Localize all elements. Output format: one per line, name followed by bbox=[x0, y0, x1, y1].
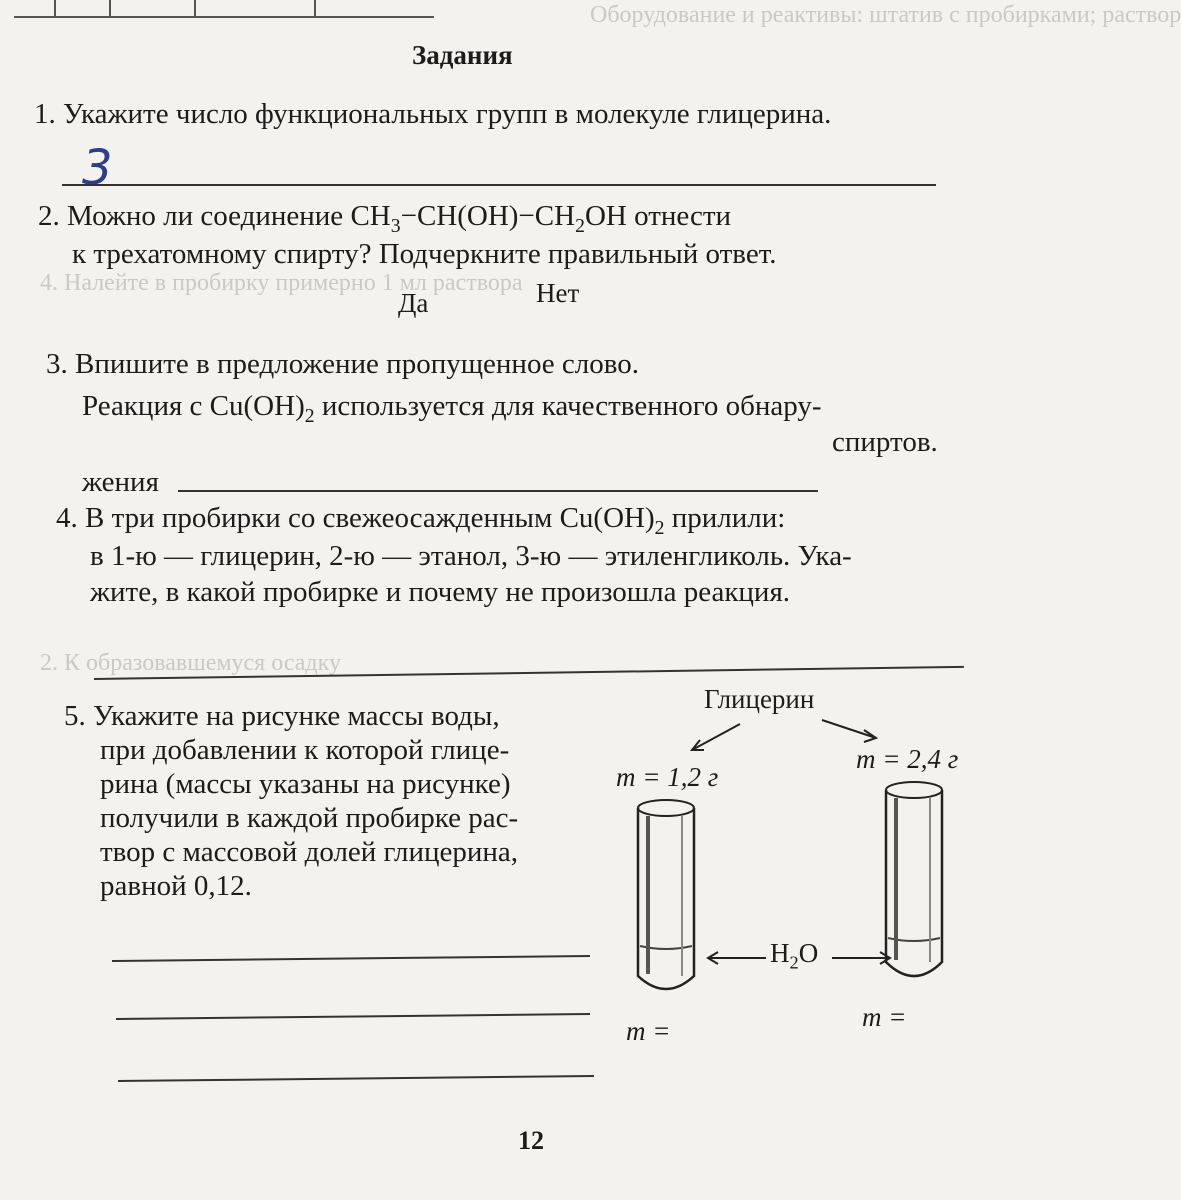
formula-subscript: 3 bbox=[390, 214, 401, 237]
water-o: O bbox=[798, 938, 819, 968]
question-5-line: получили в каждой пробирке рас- bbox=[100, 802, 519, 834]
formula-subscript: 2 bbox=[654, 516, 665, 539]
answer-line-5c bbox=[118, 1075, 594, 1082]
water-label bbox=[770, 938, 818, 973]
question-3-word-start: жения bbox=[82, 466, 159, 498]
question-4-line-3: жите, в какой пробирке и почему не произошла реакция. bbox=[90, 576, 791, 608]
formula-part: OH bbox=[584, 200, 627, 232]
question-2-line-2: к трехатомному спирту? Подчеркните правильный ответ. bbox=[72, 238, 777, 270]
section-heading: Задания bbox=[412, 40, 513, 70]
question-3-lead: Реакция с Cu(OH) bbox=[82, 390, 305, 422]
question-5-line: равной 0,12. bbox=[100, 870, 252, 902]
water-h: H bbox=[770, 938, 790, 968]
question-5-line: твор с массовой долей глицерина, bbox=[100, 836, 519, 868]
question-5-line: 5. Укажите на рисунке массы воды, bbox=[64, 700, 500, 732]
question-4-line-2: в 1-ю — глицерин, 2-ю — этанол, 3-ю — этиленгликоль. Ука- bbox=[90, 540, 852, 572]
show-through-text: Оборудование и реактивы: штатив с пробирками; раствор bbox=[590, 2, 1181, 28]
page-number: 12 bbox=[518, 1126, 544, 1155]
question-4-line-1 bbox=[56, 502, 785, 540]
option-yes: Да bbox=[398, 288, 429, 318]
question-3-line-1: 3. Впишите в предложение пропущенное слово. bbox=[46, 348, 640, 380]
formula-part: −CH(OH)−CH bbox=[400, 200, 576, 232]
formula-subscript: 2 bbox=[575, 214, 585, 237]
question-3-tail: используется для качественного обнару- bbox=[314, 390, 822, 422]
question-4-lead: 4. В три пробирки со свежеосажденным Cu(OH) bbox=[56, 502, 655, 534]
formula-subscript: 2 bbox=[304, 404, 315, 427]
left-test-tube bbox=[632, 796, 722, 1016]
option-no: Нет bbox=[536, 278, 580, 308]
question-5-line: рина (массы указаны на рисунке) bbox=[100, 768, 511, 800]
right-water-mass-label: m = bbox=[862, 1002, 907, 1032]
question-2-lead: 2. Можно ли соединение bbox=[38, 200, 351, 232]
answer-line-1 bbox=[62, 184, 936, 186]
water-subscript: 2 bbox=[789, 952, 799, 973]
answer-line-5a bbox=[112, 955, 590, 962]
glycerin-arrows bbox=[600, 680, 1030, 760]
answer-line-5b bbox=[116, 1013, 590, 1020]
show-through-text: 2. К образовавшемуся осадку bbox=[40, 650, 341, 676]
question-4-tail: прилили: bbox=[664, 502, 786, 534]
test-tubes-figure bbox=[600, 680, 1030, 1080]
left-water-mass-label: m = bbox=[626, 1016, 671, 1046]
answer-line-3 bbox=[178, 490, 818, 492]
right-glycerin-mass: m = 2,4 г bbox=[856, 744, 959, 774]
question-5-line: при добавлении к которой глице- bbox=[100, 734, 510, 766]
question-3-line-2 bbox=[82, 390, 822, 428]
question-3-word-end: спиртов. bbox=[832, 426, 938, 458]
glycerin-label: Глицерин bbox=[704, 684, 815, 714]
top-table-edge bbox=[14, 0, 434, 18]
question-1: 1. Укажите число функциональных групп в молекуле глицерина. bbox=[34, 98, 832, 130]
question-2-tail: отнести bbox=[626, 200, 732, 232]
question-2-line-1 bbox=[38, 200, 731, 238]
show-through-text: 4. Налейте в пробирку примерно 1 мл раствора bbox=[40, 270, 523, 296]
left-glycerin-mass: m = 1,2 г bbox=[616, 762, 719, 792]
formula-propanediol bbox=[350, 200, 627, 237]
handwritten-answer-1: 3 bbox=[82, 140, 113, 196]
formula-part: CH bbox=[350, 200, 391, 232]
